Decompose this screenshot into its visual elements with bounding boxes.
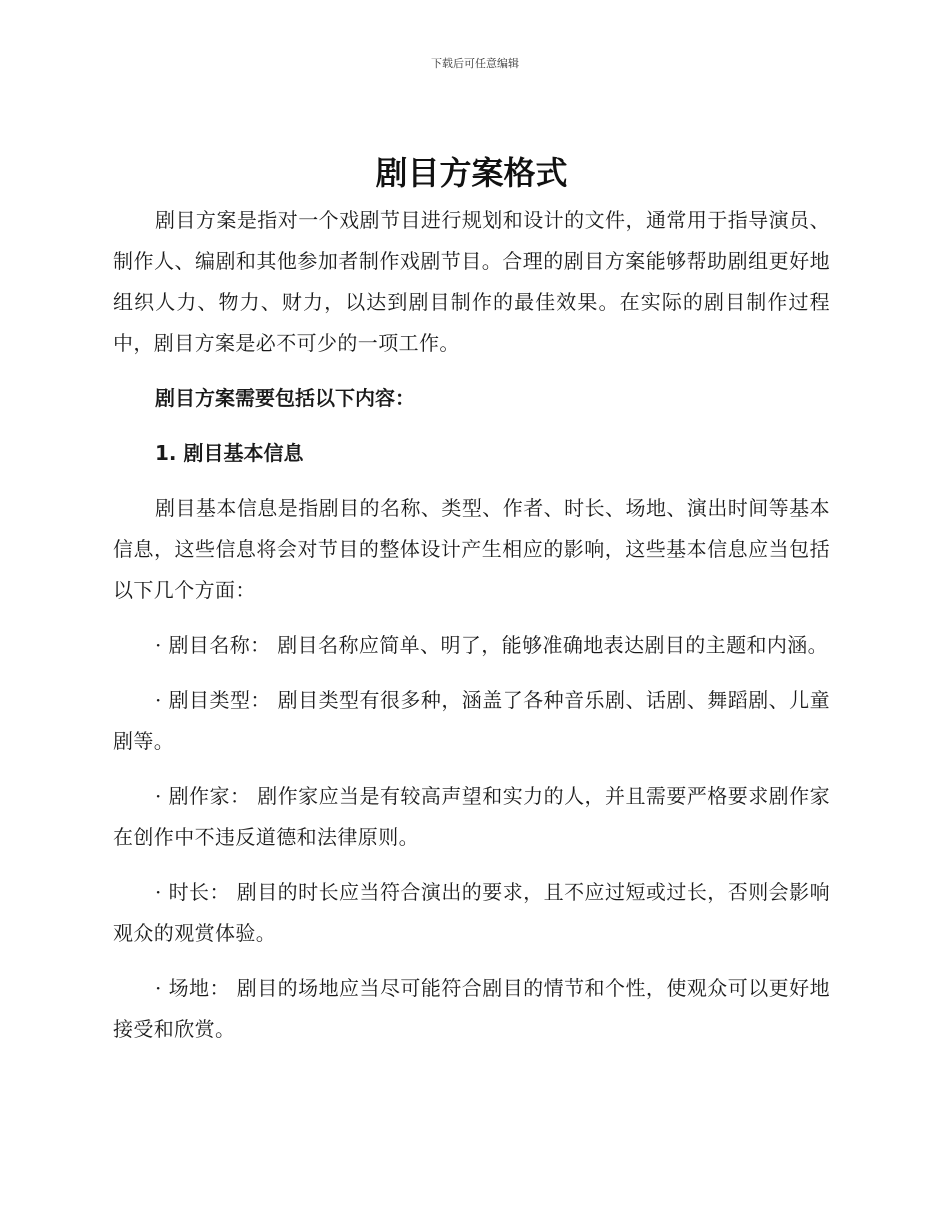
list-item-venue: · 场地： 剧目的场地应当尽可能符合剧目的情节和个性，使观众可以更好地接受和欣赏。 — [113, 976, 830, 1041]
intro-paragraph: 剧目方案是指对一个戏剧节目进行规划和设计的文件，通常用于指导演员、制作人、编剧和其他参加者制作戏剧节目。合理的剧目方案能够帮助剧组更好地组织人力、物力、财力，以达到剧目制作的最佳效果。在实际的剧目制作过程中，剧目方案是必不可少的一项工作。 — [113, 208, 830, 355]
header-note: 下载后可任意编辑 — [431, 57, 519, 70]
list-item-duration: · 时长： 剧目的时长应当符合演出的要求，且不应过短或过长，否则会影响观众的观赏体验。 — [113, 880, 830, 945]
document-body — [113, 148, 830, 1050]
list-item-title: · 剧目名称： 剧目名称应简单、明了，能够准确地表达剧目的主题和内涵。 — [155, 633, 829, 657]
document-title: 剧目方案格式 — [375, 154, 568, 192]
list-item-playwright: · 剧作家： 剧作家应当是有较高声望和实力的人，并且需要严格要求剧作家在创作中不违反道德和法律原则。 — [113, 784, 830, 849]
section-1-intro: 剧目基本信息是指剧目的名称、类型、作者、时长、场地、演出时间等基本信息，这些信息将会对节目的整体设计产生相应的影响，这些基本信息应当包括以下几个方面： — [113, 496, 830, 602]
section-1-heading: 1. 剧目基本信息 — [155, 441, 304, 465]
list-item-type: · 剧目类型： 剧目类型有很多种，涵盖了各种音乐剧、话剧、舞蹈剧、儿童剧等。 — [113, 688, 830, 753]
contents-heading: 剧目方案需要包括以下内容： — [155, 386, 415, 410]
